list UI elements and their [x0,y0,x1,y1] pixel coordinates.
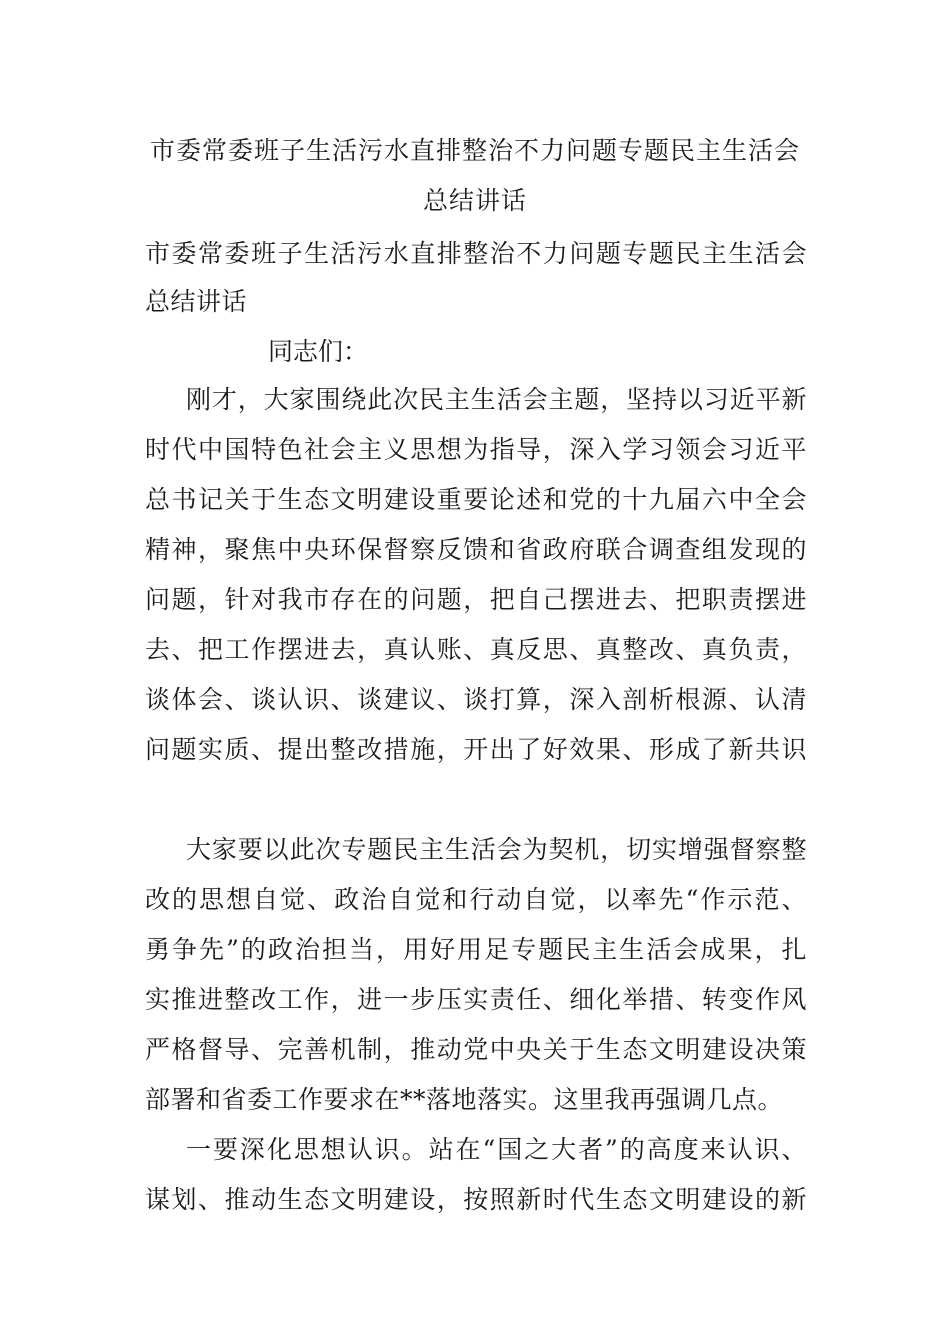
paragraph-line: 总书记关于生态文明建设重要论述和党的十九届六中全会 [145,485,807,514]
paragraph-line: 时代中国特色社会主义思想为指导，深入学习领会习近平 [145,435,807,464]
paragraph-line: 部署和省委工作要求在**落地落实。这里我再强调几点。 [145,1085,784,1114]
paragraph-line: 实推进整改工作，进一步压实责任、细化举措、转变作风 [145,985,807,1014]
paragraph-line: 勇争先”的政治担当，用好用足专题民主生活会成果，扎 [145,935,807,964]
paragraph-line: 严格督导、完善机制，推动党中央关于生态文明建设决策 [145,1035,807,1064]
paragraph-line: 谈体会、谈认识、谈建议、谈打算，深入剖析根源、认清 [145,685,807,714]
paragraph-line: 问题实质、提出整改措施，开出了好效果、形成了新共识 [145,735,807,764]
document-title-line-2: 总结讲话 [422,186,527,215]
document-title-line-1: 市委常委班子生活污水直排整治不力问题专题民主生活会 [149,136,800,165]
paragraph-line: 谋划、推动生态文明建设，按照新时代生态文明建设的新 [145,1185,807,1214]
paragraph-line: 一要深化思想认识。站在“国之大者”的高度来认识、 [186,1135,807,1164]
subtitle-line-2: 总结讲话 [145,287,248,316]
salutation: 同志们： [268,337,369,366]
subtitle-line-1: 市委常委班子生活污水直排整治不力问题专题民主生活会 [145,239,807,268]
paragraph-line: 刚才，大家围绕此次民主生活会主题，坚持以习近平新 [186,385,807,414]
paragraph-line: 精神，聚焦中央环保督察反馈和省政府联合调查组发现的 [145,535,807,564]
paragraph-line: 改的思想自觉、政治自觉和行动自觉，以率先“作示范、 [145,885,807,914]
paragraph-line: 大家要以此次专题民主生活会为契机，切实增强督察整 [186,835,807,864]
paragraph-line: 问题，针对我市存在的问题，把自己摆进去、把职责摆进 [145,585,807,614]
paragraph-line: 去、把工作摆进去，真认账、真反思、真整改、真负责， [145,635,807,664]
